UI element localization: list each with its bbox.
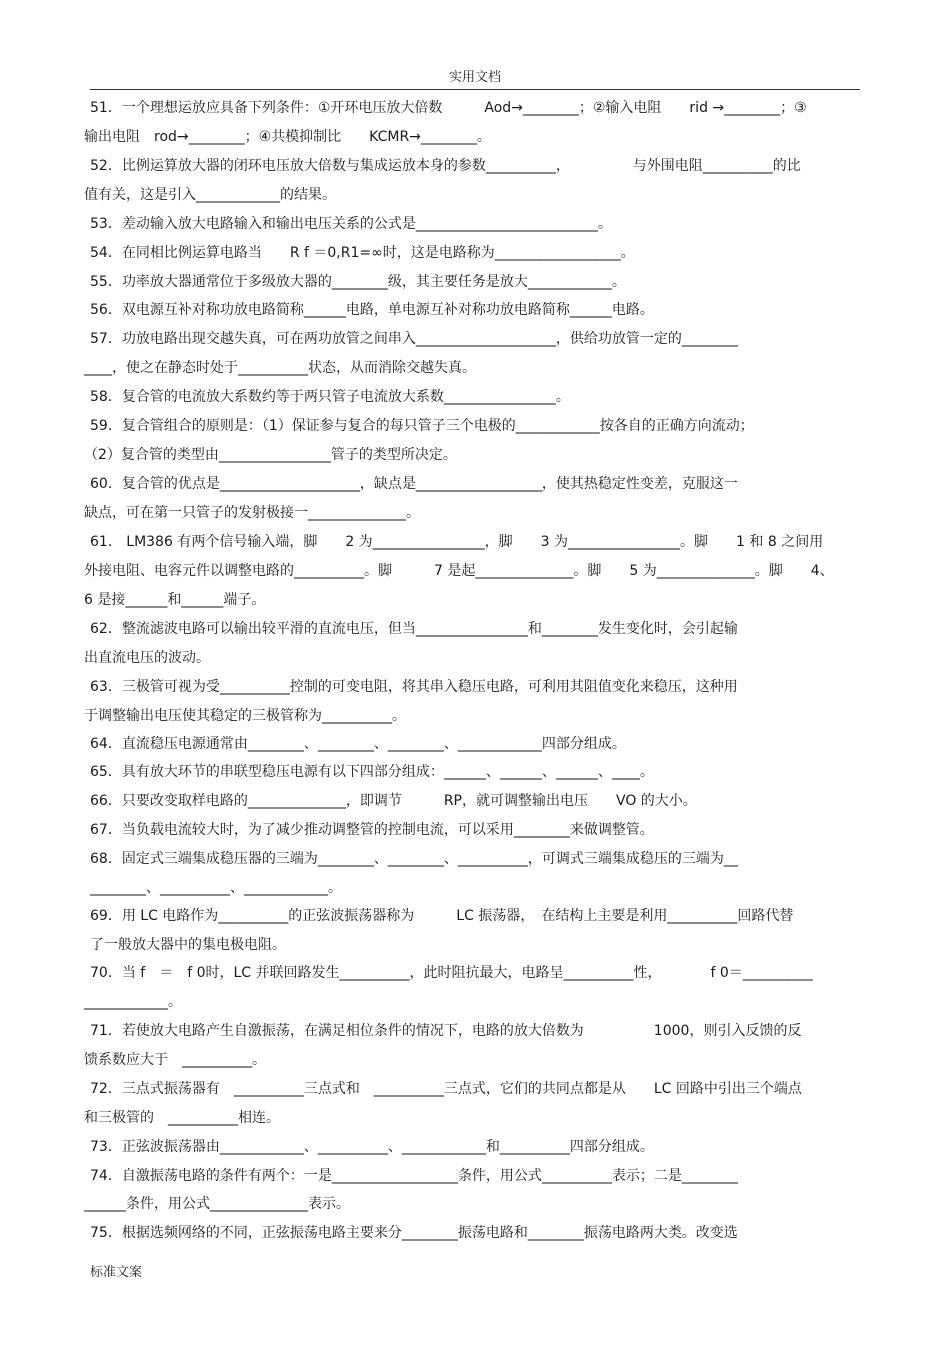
text-line-q56: 56．双电源互补对称功放电路简称______电路，单电源互补对称功放电路简称______电路。	[90, 302, 654, 318]
text-line-q69-cont: 了一般放大器中的集电极电阻。	[90, 937, 286, 953]
text-line-q73: 73．正弦波振荡器由____________、__________、____________和__________四部分组成。	[90, 1139, 654, 1155]
text-line-q72-cont: 和三极管的 __________相连。	[84, 1110, 280, 1126]
text-line-q65: 65．具有放大环节的串联型稳压电源有以下四部分组成：______、______、______、____。	[90, 764, 654, 780]
text-line-q64: 64．直流稳压电源通常由________、________、________、____________四部分组成。	[90, 736, 626, 752]
text-line-q72: 72．三点式振荡器有 __________三点式和 __________三点式，它们的共同点都是从 LC 回路中引出三个端点	[90, 1081, 802, 1097]
text-line-q60: 60．复合管的优点是____________________，缺点是__________________，使其热稳定性变差，克服这一	[90, 476, 738, 492]
text-line-q61: 61． LM386 有两个信号输入端，脚 2 为________________，脚 3 为________________。脚 1 和 8 之间用	[90, 534, 824, 550]
text-line-q57: 57．功放电路出现交越失真，可在两功放管之间串入____________________，供给功放管一定的________	[90, 331, 738, 347]
text-line-q68: 68．固定式三端集成稳压器的三端为________、________、__________，可调式三端集成稳压的三端为__	[90, 851, 738, 867]
text-line-q68-cont: ________、__________、____________。	[90, 880, 342, 896]
text-line-q67: 67．当负载电流较大时，为了减少推动调整管的控制电流，可以采用________来做调整管。	[90, 822, 654, 838]
text-line-q75: 75．根据选频网络的不同，正弦振荡电路主要来分________振荡电路和________振荡电路两大类。改变选	[90, 1225, 738, 1241]
text-line-q63-cont: 于调整输出电压使其稳定的三极管称为__________。	[84, 708, 406, 724]
text-line-q66: 66．只要改变取样电路的______________，即调节 RP，就可调整输出电压 VO 的大小。	[90, 793, 697, 809]
text-line-q54: 54．在同相比例运算电路当 R f ＝0,R1=∞时，这是电路称为__________________。	[90, 245, 635, 261]
text-line-q51: 51．一个理想运放应具备下列条件：①开环电压放大倍数 Aod→________；②输入电阻 rid →________；③	[90, 100, 807, 116]
text-line-q71-cont: 馈系数应大于 __________。	[84, 1052, 266, 1068]
text-line-q60-cont: 缺点，可在第一只管子的发射极接一______________。	[84, 505, 420, 521]
text-line-q71: 71．若使放大电路产生自激振荡，在满足相位条件的情况下，电路的放大倍数为 1000，则引入反馈的反	[90, 1023, 802, 1039]
text-line-q58: 58．复合管的电流放大系数约等于两只管子电流放大系数________________。	[90, 389, 570, 405]
text-line-q52-cont: 值有关，这是引入____________的结果。	[84, 187, 336, 203]
text-line-q61-cont: 外接电阻、电容元件以调整电路的__________。脚 7 是起______________。脚 5 为______________。脚 4、	[84, 563, 834, 579]
text-line-q63: 63．三极管可视为受__________控制的可变电阻，将其串入稳压电路，可利用其阻值变化来稳压，这种用	[90, 679, 738, 695]
text-line-q59-cont: （2）复合管的类型由________________管子的类型所决定。	[84, 447, 457, 463]
text-line-q70: 70．当 f ＝ f 0时，LC 并联回路发生__________，此时阻抗最大，电路呈__________性， f 0＝__________	[90, 965, 813, 981]
text-line-q53: 53．差动输入放大电路输入和输出电压关系的公式是__________________________。	[90, 216, 612, 232]
text-line-q57-cont: ____，使之在静态时处于__________状态，从而消除交越失真。	[84, 360, 476, 376]
text-line-q61-end: 6 是接______和______端子。	[84, 592, 266, 608]
text-line-q51-cont: 输出电阻 rod→________；④共模抑制比 KCMR→________。	[84, 129, 491, 145]
text-line-q55: 55．功率放大器通常位于多级放大器的________级，其主要任务是放大____________。	[90, 274, 626, 290]
text-line-q52: 52．比例运算放大器的闭环电压放大倍数与集成运放本身的参数__________， 与外围电阻__________的比	[90, 158, 801, 174]
text-line-q59: 59．复合管组合的原则是：（1）保证参与复合的每只管子三个电极的____________按各自的正确方向流动；	[90, 418, 754, 434]
text-line-q62-cont: 出直流电压的波动。	[84, 650, 210, 666]
header-rule	[90, 89, 860, 90]
text-line-q74-cont: ______条件，用公式______________表示。	[84, 1196, 350, 1212]
page-header: 实用文档	[448, 70, 501, 85]
text-line-q62: 62．整流滤波电路可以输出较平滑的直流电压，但当________________和________发生变化时，会引起输	[90, 621, 738, 637]
text-line-q70-cont: ____________。	[84, 994, 182, 1010]
text-line-q69: 69．用 LC 电路作为__________的正弦波振荡器称为 LC 振荡器， 在结构上主要是利用__________回路代替	[90, 908, 794, 924]
page-footer: 标准文案	[90, 1265, 143, 1280]
text-line-q74: 74．自激振荡电路的条件有两个：一是__________________条件，用公式__________表示；二是________	[90, 1168, 738, 1184]
